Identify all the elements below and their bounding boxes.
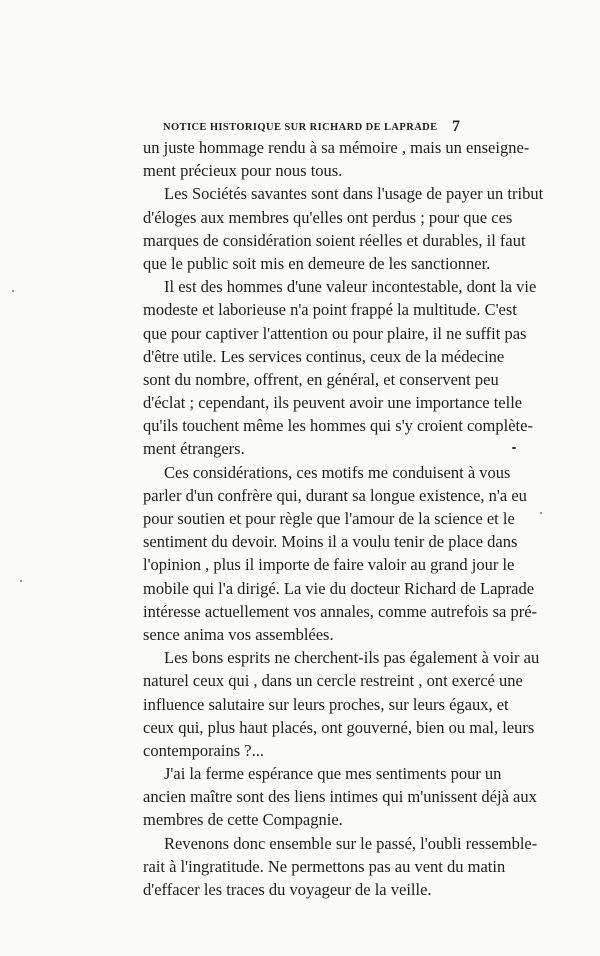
text-line: contemporains ?...	[143, 740, 264, 760]
text-line: Revenons donc ensemble sur le passé, l'oubli ressemble-	[164, 833, 538, 853]
text-line: d'être utile. Les services continus, ceux de la médecine	[143, 346, 505, 366]
scan-speck	[512, 447, 516, 449]
text-line: sence anima vos assemblées.	[143, 624, 334, 644]
text-line: ment précieux pour nous tous.	[143, 161, 343, 181]
text-line: Les Sociétés savantes sont dans l'usage de payer un tribut	[164, 184, 544, 204]
text-line: ment étrangers.	[143, 439, 245, 459]
text-line: l'opinion , plus il importe de faire valoir au grand jour le	[143, 555, 515, 575]
text-line: ancien maître sont des liens intimes qui m'unissent déjà aux	[143, 787, 537, 807]
text-line: modeste et laborieuse n'a point frappé la multitude. C'est	[143, 300, 517, 320]
text-line: d'effacer les traces du voyageur de la veille.	[143, 880, 432, 899]
text-line: pour soutien et pour règle que l'amour de la science et le	[143, 509, 515, 528]
body-text	[143, 136, 544, 901]
text-line: sont du nombre, offrent, en général, et conservent peu	[143, 369, 499, 389]
text-line: Les bons esprits ne cherchent-ils pas également à voir au	[164, 648, 540, 668]
text-line: qu'ils touchent même les hommes qui s'y croient complète-	[143, 416, 533, 436]
text-line: Ces considérations, ces motifs me conduisent à vous	[164, 462, 511, 482]
text-line: ceux qui, plus haut placés, ont gouverné, bien ou mal, leurs	[143, 717, 535, 737]
text-line: d'éloges aux membres qu'elles ont perdus ; pour que ces	[143, 207, 513, 227]
scan-speck	[540, 512, 542, 514]
text-line: d'éclat ; cependant, ils peuvent avoir une importance telle	[143, 393, 523, 413]
text-line: rait à l'ingratitude. Ne permettons pas au vent du matin	[143, 856, 506, 876]
scan-speck	[12, 290, 14, 292]
text-line: sentiment du devoir. Moins il a voulu tenir de place dans	[143, 532, 518, 552]
text-line: marques de considération soient réelles et durables, il faut	[143, 230, 526, 250]
text-line: intéresse actuellement vos annales, comme autrefois sa pré-	[143, 601, 538, 621]
text-line: que pour captiver l'attention ou pour plaire, il ne suffit pas	[143, 323, 527, 343]
text-line: un juste hommage rendu à sa mémoire , mais un enseigne-	[143, 138, 530, 157]
text-line: J'ai la ferme espérance que mes sentiments pour un	[164, 764, 502, 784]
text-line: Il est des hommes d'une valeur incontestable, dont la vie	[164, 277, 537, 297]
page-number: 7	[452, 118, 460, 135]
running-title: NOTICE HISTORIQUE SUR RICHARD DE LAPRADE	[163, 122, 438, 133]
scan-speck	[20, 580, 22, 582]
text-line: parler d'un confrère qui, durant sa longue existence, n'a eu	[143, 485, 527, 505]
text-line: mobile qui l'a dirigé. La vie du docteur Richard de Laprade	[143, 578, 535, 598]
text-line: influence salutaire sur leurs proches, sur leurs égaux, et	[143, 694, 509, 714]
text-line: naturel ceux qui , dans un cercle restreint , ont exercé une	[143, 671, 523, 691]
text-line: que le public soit mis en demeure de les sanctionner.	[143, 253, 491, 273]
text-line: membres de cette Compagnie.	[143, 810, 343, 830]
